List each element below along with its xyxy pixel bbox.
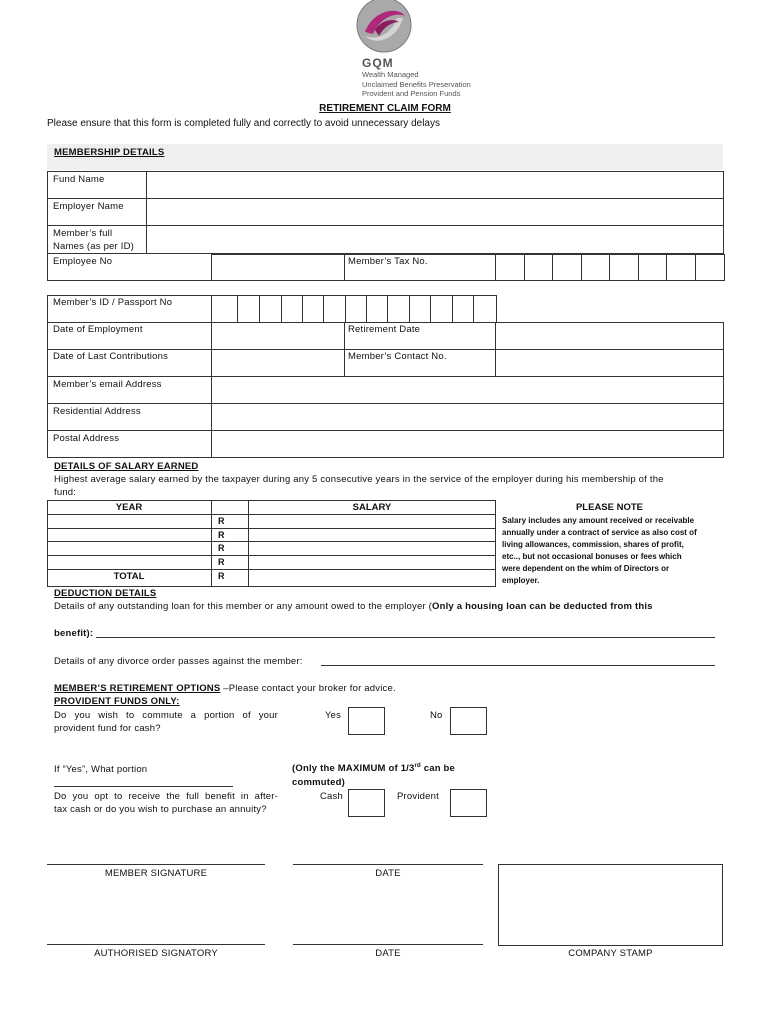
divorce-details-input[interactable]	[321, 657, 715, 666]
tax-digit-box[interactable]	[638, 254, 667, 281]
portion-input[interactable]	[54, 778, 233, 787]
date-line-2[interactable]	[293, 944, 483, 945]
year-input[interactable]	[48, 529, 210, 541]
tax-digit-box[interactable]	[495, 254, 525, 281]
employee-no-label: Employee No	[53, 256, 113, 267]
deduction-heading: DEDUCTION DETAILS	[54, 588, 157, 599]
authorised-signatory-label: AUTHORISED SIGNATORY	[94, 948, 218, 959]
id-digit-box[interactable]	[259, 295, 282, 323]
tax-digit-box[interactable]	[524, 254, 553, 281]
salary-heading: DETAILS OF SALARY EARNED	[54, 461, 199, 472]
id-digit-box[interactable]	[281, 295, 303, 323]
tax-digit-box[interactable]	[666, 254, 696, 281]
email-field[interactable]	[212, 377, 723, 403]
form-title: RETIREMENT CLAIM FORM	[319, 103, 451, 114]
retirement-date-label: Retirement Date	[348, 324, 421, 335]
no-checkbox[interactable]	[450, 707, 487, 735]
id-digit-box[interactable]	[387, 295, 410, 323]
member-signature-line[interactable]	[47, 864, 265, 865]
id-digit-box[interactable]	[323, 295, 346, 323]
yes-label: Yes	[325, 710, 342, 721]
note-line: Salary includes any amount received or receivable	[502, 516, 695, 525]
commute-q2: provident fund for cash?	[54, 723, 161, 734]
currency-label: R	[218, 530, 225, 540]
retirement-date-field[interactable]	[496, 323, 723, 349]
year-input[interactable]	[48, 556, 210, 568]
employer-name-field[interactable]	[147, 199, 723, 225]
employee-no-field[interactable]	[211, 254, 345, 281]
yes-checkbox[interactable]	[348, 707, 385, 735]
employer-name-label: Employer Name	[53, 201, 124, 212]
max-note-2: can be	[420, 763, 456, 775]
benefit-q2: tax cash or do you wish to purchase an annuity?	[54, 804, 267, 815]
cash-checkbox[interactable]	[348, 789, 385, 817]
please-note-heading: PLEASE NOTE	[575, 502, 644, 513]
form-instruction: Please ensure that this form is completed fully and correctly to avoid unnecessary delays	[47, 118, 440, 129]
salary-input[interactable]	[249, 542, 495, 554]
loan-details-input[interactable]	[96, 629, 715, 638]
membership-heading: MEMBERSHIP DETAILS	[54, 147, 165, 158]
total-label: TOTAL	[113, 571, 145, 582]
salary-header: SALARY	[352, 502, 392, 513]
loan-bold: Only a housing loan can be deducted from this	[432, 601, 653, 612]
id-digit-box[interactable]	[211, 295, 238, 323]
id-passport-label: Member’s ID / Passport No	[53, 297, 173, 308]
divorce-label: Details of any divorce order passes against the member:	[54, 656, 303, 667]
note-line: etc.., but not occasional bonuses or fees which	[502, 552, 682, 561]
options-heading: MEMBER’S RETIREMENT OPTIONS	[54, 683, 221, 694]
loan-bold-2: benefit):	[54, 628, 94, 639]
currency-label: R	[218, 557, 225, 567]
currency-label: R	[218, 571, 225, 581]
benefit-q1: Do you opt to receive the full benefit in after-	[54, 791, 278, 802]
fund-name-field[interactable]	[147, 172, 723, 198]
last-contributions-label: Date of Last Contributions	[53, 351, 169, 362]
id-digit-box[interactable]	[345, 295, 367, 323]
brand-name: GQM	[362, 56, 394, 70]
note-line: annually under a contract of service as also cost of	[502, 528, 697, 537]
salary-input[interactable]	[249, 515, 495, 527]
salary-input[interactable]	[249, 529, 495, 541]
salary-description-2: fund:	[54, 487, 77, 498]
note-line: were dependent on the whim of Directors or	[502, 564, 670, 573]
provident-label: Provident	[397, 791, 439, 802]
full-names-label-2: Names (as per ID)	[53, 241, 135, 252]
commute-q1: Do you wish to commute a portion of your	[54, 710, 278, 721]
id-digit-box[interactable]	[302, 295, 324, 323]
date-line-1[interactable]	[293, 864, 483, 865]
id-digit-box[interactable]	[473, 295, 497, 323]
email-label: Member’s email Address	[53, 379, 162, 390]
salary-description-1: Highest average salary earned by the taxpayer during any 5 consecutive years in the service of the employer during his membership of the	[54, 474, 664, 485]
currency-label: R	[218, 516, 225, 526]
brand-tagline	[362, 70, 471, 99]
id-digit-box[interactable]	[409, 295, 431, 323]
authorised-signatory-line[interactable]	[47, 944, 265, 945]
max-note-3: commuted)	[292, 777, 345, 788]
tax-no-label: Member’s Tax No.	[348, 256, 428, 267]
residential-field[interactable]	[212, 404, 723, 430]
year-input[interactable]	[48, 542, 210, 554]
postal-field[interactable]	[212, 431, 723, 457]
provident-heading: PROVIDENT FUNDS ONLY:	[54, 696, 180, 707]
cash-label: Cash	[320, 791, 343, 802]
tax-digit-box[interactable]	[581, 254, 610, 281]
options-heading-suffix: –Please contact your broker for advice.	[220, 683, 396, 694]
max-note-line	[292, 763, 455, 774]
id-digit-box[interactable]	[430, 295, 453, 323]
loan-text-line	[54, 601, 653, 612]
date-label-1: DATE	[375, 868, 401, 879]
max-note-1: (Only the MAXIMUM of 1/3	[292, 763, 415, 775]
tax-digit-box[interactable]	[552, 254, 582, 281]
full-names-field[interactable]	[147, 226, 723, 252]
company-stamp-label: COMPANY STAMP	[568, 948, 653, 959]
date-employment-label: Date of Employment	[53, 324, 143, 335]
tagline-line: Unclaimed Benefits Preservation	[362, 79, 471, 89]
note-line: living allowances, commission, shares of profit,	[502, 540, 684, 549]
company-stamp-box[interactable]	[498, 864, 723, 946]
tagline-line: Wealth Managed	[362, 70, 419, 79]
please-note-text	[502, 515, 718, 587]
portion-label: If “Yes”, What portion	[54, 764, 148, 775]
currency-label: R	[218, 543, 225, 553]
loan-text: Details of any outstanding loan for this member or any amount owed to the employer (	[54, 601, 432, 612]
full-names-label-1: Member’s full	[53, 228, 113, 239]
tax-digit-box[interactable]	[695, 254, 725, 281]
note-line: employer.	[502, 576, 540, 585]
options-heading-line	[54, 683, 396, 694]
no-label: No	[430, 710, 443, 721]
contact-no-field[interactable]	[496, 350, 723, 376]
date-employment-field[interactable]	[212, 323, 344, 349]
postal-label: Postal Address	[53, 433, 120, 444]
date-label-2: DATE	[375, 948, 401, 959]
id-digit-box[interactable]	[237, 295, 260, 323]
fund-name-label: Fund Name	[53, 174, 105, 185]
salary-input[interactable]	[249, 556, 495, 568]
id-digit-box[interactable]	[366, 295, 388, 323]
max-note-sup: rd	[414, 763, 421, 769]
provident-checkbox[interactable]	[450, 789, 487, 817]
tagline-line: Provident and Pension Funds	[362, 89, 461, 98]
id-digit-box[interactable]	[452, 295, 474, 323]
total-salary-input[interactable]	[249, 570, 495, 582]
contact-no-label: Member’s Contact No.	[348, 351, 447, 362]
gqm-logo-icon	[353, 0, 415, 54]
tax-digit-box[interactable]	[609, 254, 639, 281]
member-signature-label: MEMBER SIGNATURE	[104, 868, 208, 879]
year-header: YEAR	[115, 502, 143, 513]
residential-label: Residential Address	[53, 406, 141, 417]
year-input[interactable]	[48, 515, 210, 527]
last-contributions-field[interactable]	[212, 350, 344, 376]
